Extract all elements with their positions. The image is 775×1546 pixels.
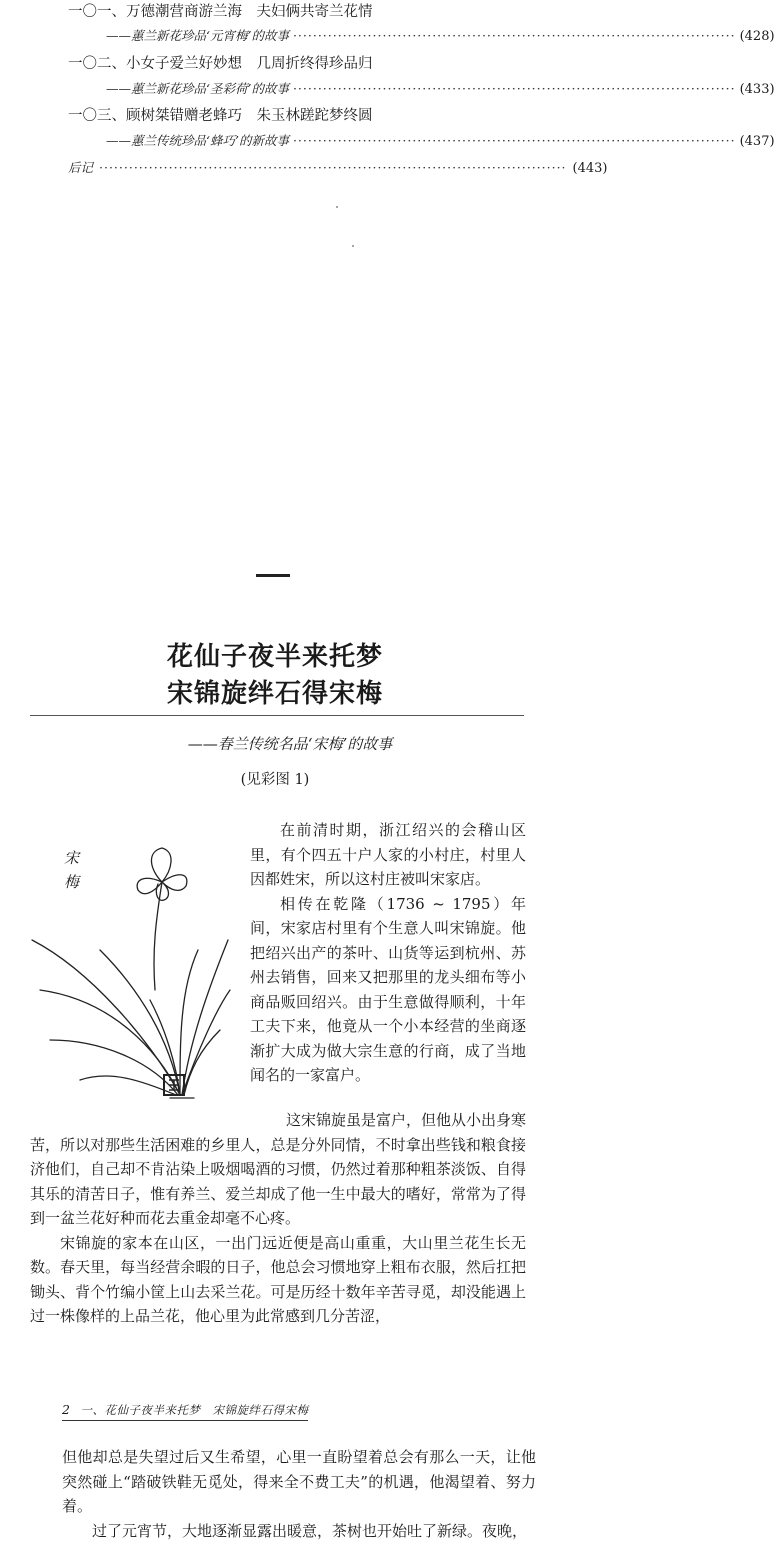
toc-entry-subtitle: ——蕙兰新花珍品‘元宵梅’的故事 bbox=[106, 28, 289, 43]
toc-leader-dots: ······························································································ bbox=[99, 160, 567, 175]
toc-entry-subtitle-row bbox=[106, 132, 775, 151]
toc-entry-subtitle-row bbox=[106, 80, 775, 99]
toc-leader-dots: ························································································· bbox=[292, 81, 736, 96]
paragraph: 在前清时期，浙江绍兴的会稽山区里，有个四五十户人家的小村庄，村里人因都姓宋，所以这村庄被叫宋家店。 bbox=[250, 821, 526, 888]
body-column-right bbox=[250, 818, 526, 1088]
toc-entry-title: 一〇三、顾树桀错赠老蜂巧 朱玉林蹉跎梦终圆 bbox=[68, 108, 373, 124]
chapter-subtitle: ——春兰传统名品‘宋梅’的故事 bbox=[187, 735, 393, 753]
toc-page-number: (437) bbox=[739, 134, 775, 149]
scan-speck bbox=[336, 206, 338, 208]
toc-entry-subtitle: ——蕙兰传统珍品‘蜂巧’的新故事 bbox=[106, 133, 289, 148]
toc-page-number: (443) bbox=[572, 161, 608, 176]
paragraph: 相传在乾隆（1736 ~ 1795）年间，宋家店村里有个生意人叫宋锦旋。他把绍兴出产的茶叶、山货等运到杭州、苏州去销售，回来又把那里的龙头细布等小商品贩回绍兴。由于生意做得顺利，十年工夫下来，他竟从一个小本经营的坐商逐渐扩大成为做大宗生意的行商，成了当地闻名的一家富户。 bbox=[250, 894, 526, 1084]
toc-entry-subtitle: ——蕙兰新花珍品‘圣彩荷’的故事 bbox=[106, 81, 289, 96]
next-page-text bbox=[62, 1445, 536, 1543]
chapter-title-line-2: 宋锦旋绊石得宋梅 bbox=[166, 679, 383, 709]
paragraph: 这宋锦旋虽是富户，但他从小出身寒苦，所以对那些生活困难的乡里人，总是分外同情，不时拿出些钱和粮食接济他们，自己却不肯沾染上吸烟喝酒的习惯，仍然过着那种粗茶淡饭、自得其乐的清苦日子，惟有养兰、爱兰却成了他一生中最大的嗜好，常常为了得到一盆兰花好种而花去重金却毫不心疼。 bbox=[30, 1111, 527, 1227]
paragraph: 过了元宵节，大地逐渐显露出暖意，茶树也开始吐了新绿。夜晚， bbox=[92, 1521, 528, 1540]
page-number: 2 bbox=[62, 1402, 71, 1417]
toc-entry-subtitle-row bbox=[106, 27, 775, 46]
toc-entry-title: 一〇二、小女子爱兰好妙想 几周折终得珍品归 bbox=[68, 56, 373, 72]
toc-page-number: (428) bbox=[739, 29, 775, 44]
running-head-text: 一、花仙子夜半来托梦 宋锦旋绊石得宋梅 bbox=[80, 1403, 309, 1417]
orchid-illustration bbox=[30, 840, 230, 1115]
toc-leader-dots: ························································································· bbox=[292, 133, 736, 148]
body-column-full bbox=[30, 1108, 526, 1329]
chapter-number-mark bbox=[256, 574, 290, 577]
running-head bbox=[62, 1402, 308, 1421]
toc-afterword-row bbox=[68, 159, 608, 178]
illustration-caption: 宋梅 bbox=[64, 849, 80, 891]
see-figure-note: (见彩图 1) bbox=[240, 772, 310, 788]
toc-leader-dots: ························································································· bbox=[292, 28, 736, 43]
toc-afterword-title: 后记 bbox=[68, 160, 94, 175]
paragraph: 但他却总是失望过后又生希望，心里一直盼望着总会有那么一天，让他突然碰上“踏破铁鞋无觅处，得来全不费工夫”的机遇，他渴望着、努力着。 bbox=[62, 1448, 536, 1515]
paragraph: 宋锦旋的家本在山区，一出门远近便是高山重重，大山里兰花生长无数。春天里，每当经营余暇的日子，他总会习惯地穿上粗布衣服，然后扛把锄头、背个竹编小筐上山去采兰花。可是历经十数年辛苦寻觅，却没能遇上过一株像样的上品兰花，他心里为此常感到几分苦涩， bbox=[30, 1233, 526, 1325]
scan-speck bbox=[352, 245, 354, 247]
title-divider bbox=[30, 715, 524, 716]
toc-page-number: (433) bbox=[739, 82, 775, 97]
chapter-title-line-1: 花仙子夜半来托梦 bbox=[166, 642, 383, 672]
toc-entry-title: 一〇一、万德潮营商游兰海 夫妇俩共寄兰花情 bbox=[68, 4, 373, 20]
